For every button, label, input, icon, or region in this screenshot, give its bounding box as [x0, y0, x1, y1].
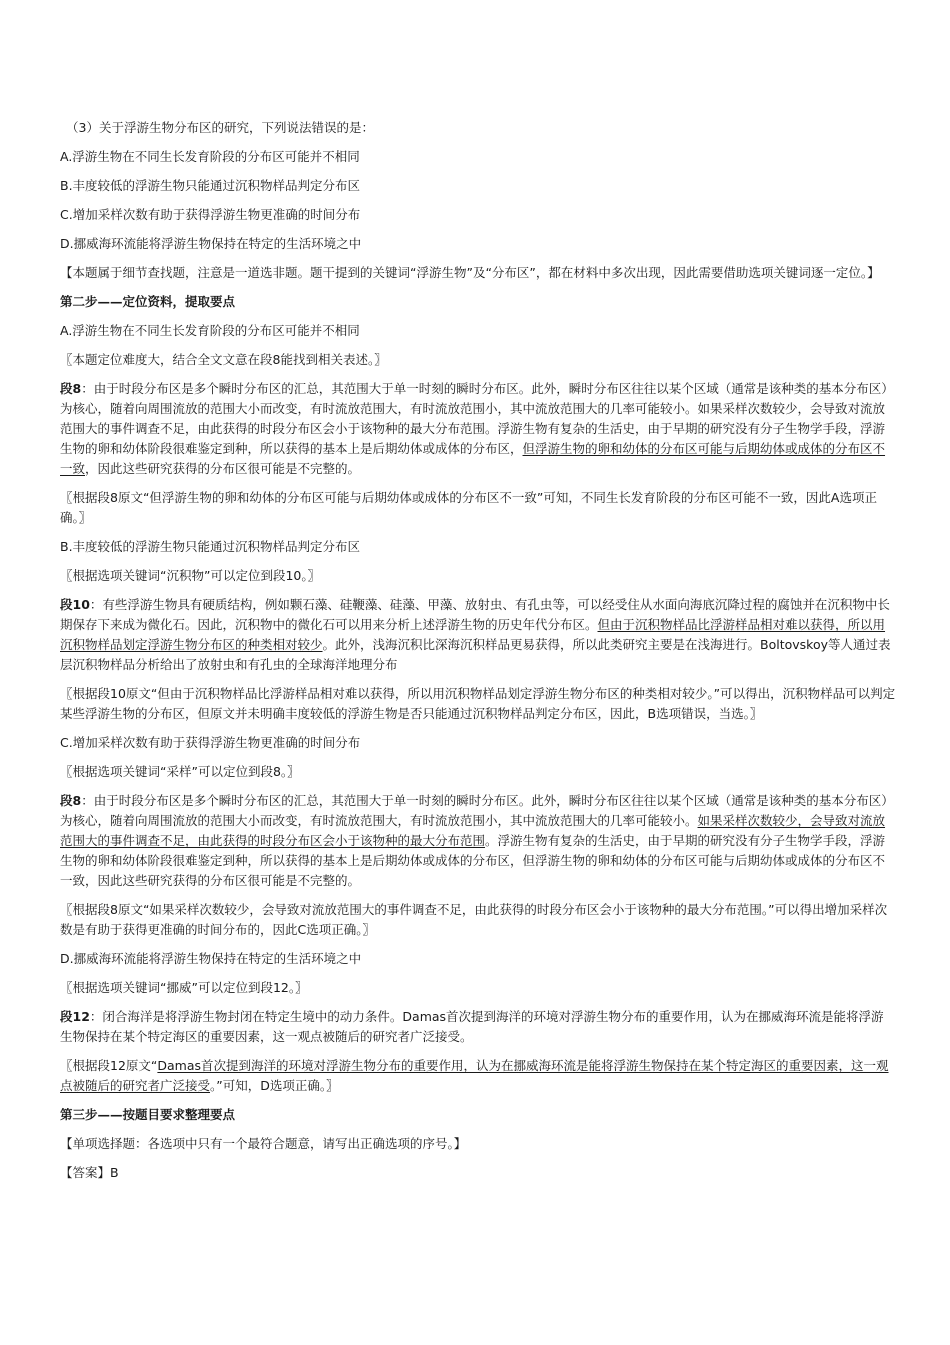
- c-locate-note: 〖根据选项关键词“采样”可以定位到段8。〗: [60, 764, 300, 779]
- c-para-underline: 如果采样次数较少，会导致对流放范围大的事件调查不足，由此获得的时段分布区会小于该物种的最大分布范围: [60, 813, 886, 848]
- a-analysis: 〖根据段8原文“但浮游生物的卵和幼体的分布区可能与后期幼体或成体的分布区不一致”可知，不同生长发育阶段的分布区可能不一致，因此A选项正确。〗: [60, 490, 877, 525]
- b-paragraph: [60, 595, 896, 675]
- d-paragraph: [60, 1007, 896, 1047]
- c-option: C.增加采样次数有助于获得浮游生物更准确的时间分布: [60, 735, 361, 750]
- c-para-label: 段8: [60, 793, 82, 808]
- d-analysis-head: 〖根据段12原文“: [60, 1058, 158, 1073]
- a-locate-note: 〖本题定位难度大，结合全文文意在段8能找到相关表述。〗: [60, 352, 387, 367]
- option-c: C.增加采样次数有助于获得浮游生物更准确的时间分布: [60, 207, 361, 222]
- d-analysis-underline: Damas首次提到海洋的环境对浮游生物分布的重要作用，认为在挪威海环流是能将浮游生物保持在某个特定海区的重要因素，这一观点被随后的研究者广泛接受: [60, 1058, 889, 1093]
- step3-heading: 第三步——按题目要求整理要点: [60, 1107, 236, 1122]
- b-para-head: ：有些浮游生物具有硬质结构，例如颗石藻、硅鞭藻、硅藻、甲藻、放射虫、有孔虫等，可以经受住从水面向海底沉降过程的腐蚀并在沉积物中长期保存下来成为微化石。因此，沉积物中的微化石可以用来分析上述浮游生物的历史年代分布区。: [60, 597, 890, 632]
- a-para-text: ：由于时段分布区是多个瞬时分布区的汇总，其范围大于单一时刻的瞬时分布区。此外，瞬时分布区往往以某个区域（通常是该种类的基本分布区）为核心，随着向周围流放的范围大小而改变，有时流放范围大，有时流放范围小，其中流放范围大的几率可能较小。如果采样次数较少，会导致对流放范围大的事件调查不足，由此获得的时段分布区会小于该物种的最大分布范围。浮游生物有复杂的生活史，由于早期的研究没有分子生物学手段，浮游生物的卵和幼体阶段很难鉴定到种，所以获得的基本上是后期幼体或成体的分布区，: [60, 381, 894, 456]
- b-para-underline: 但由于沉积物样品比浮游样品相对难以获得，所以用沉积物样品划定浮游生物分布区的种类相对较少: [60, 617, 886, 652]
- b-para-label: 段10: [60, 597, 90, 612]
- step2-heading: 第二步——定位资料，提取要点: [60, 294, 236, 309]
- option-b: B.丰度较低的浮游生物只能通过沉积物样品判定分布区: [60, 178, 361, 193]
- d-analysis-tail: 。”可知，D选项正确。〗: [210, 1078, 339, 1093]
- d-locate-note: 〖根据选项关键词“挪威”可以定位到段12。〗: [60, 980, 308, 995]
- instruction-note: 【单项选择题：各选项中只有一个最符合题意，请写出正确选项的序号。】: [60, 1136, 467, 1151]
- b-para-tail: 。此外，浅海沉积比深海沉积样品更易获得，所以此类研究主要是在浅海进行。Boltovskoy等人通过表层沉积物样品分析给出了放射虫和有孔虫的全球海洋地理分布: [60, 637, 891, 672]
- c-analysis: 〖根据段8原文“如果采样次数较少，会导致对流放范围大的事件调查不足，由此获得的时段分布区会小于该物种的最大分布范围。”可以得出增加采样次数是有助于获得更准确的时间分布的，因此C选项正确。〗: [60, 902, 888, 937]
- d-para-label: 段12: [60, 1009, 90, 1024]
- c-paragraph: [60, 791, 896, 891]
- a-option: A.浮游生物在不同生长发育阶段的分布区可能并不相同: [60, 323, 360, 338]
- b-locate-note: 〖根据选项关键词“沉积物”可以定位到段10。〗: [60, 568, 321, 583]
- a-para-label: 段8: [60, 381, 82, 396]
- document-page: [60, 118, 896, 1192]
- c-para-head: ：由于时段分布区是多个瞬时分布区的汇总，其范围大于单一时刻的瞬时分布区。此外，瞬时分布区往往以某个区域（通常是该种类的基本分布区）为核心，随着向周围流放的范围大小而改变，有时流放范围大，有时流放范围小，其中流放范围大的几率可能较小。: [60, 793, 894, 828]
- b-analysis: 〖根据段10原文“但由于沉积物样品比浮游样品相对难以获得，所以用沉积物样品划定浮游生物分布区的种类相对较少。”可以得出，沉积物样品可以判定某些浮游生物的分布区，但原文并未明确丰度较低的浮游生物是否只能通过沉积物样品判定分布区，因此，B选项错误，当选。〗: [60, 686, 896, 721]
- question-stem: （3）关于浮游生物分布区的研究，下列说法错误的是：: [66, 120, 374, 135]
- d-option: D.挪威海环流能将浮游生物保持在特定的生活环境之中: [60, 951, 362, 966]
- b-option: B.丰度较低的浮游生物只能通过沉积物样品判定分布区: [60, 539, 361, 554]
- a-paragraph: [60, 379, 896, 479]
- answer: 【答案】B: [60, 1165, 119, 1180]
- a-para-tail: ，因此这些研究获得的分布区很可能是不完整的。: [85, 461, 361, 476]
- d-para-text: ：闭合海洋是将浮游生物封闭在特定生境中的动力条件。Damas首次提到海洋的环境对浮游生物分布的重要作用，认为在挪威海环流是能将浮游生物保持在某个特定海区的重要因素，这一观点被随后的研究者广泛接受。: [60, 1009, 884, 1044]
- c-para-tail: 。浮游生物有复杂的生活史，由于早期的研究没有分子生物学手段，浮游生物的卵和幼体阶段很难鉴定到种，所以获得的基本上是后期幼体或成体的分布区，但浮游生物的卵和幼体的分布区可能与后期幼体或成体的分布区不一致，因此这些研究获得的分布区很可能是不完整的。: [60, 833, 886, 888]
- a-para-underline: 但浮游生物的卵和幼体的分布区可能与后期幼体或成体的分布区不一致: [60, 441, 886, 476]
- intro-note: 【本题属于细节查找题，注意是一道选非题。题干提到的关键词“浮游生物”及“分布区”，都在材料中多次出现，因此需要借助选项关键词逐一定位。】: [60, 265, 880, 280]
- d-analysis: [60, 1056, 896, 1096]
- option-d: D.挪威海环流能将浮游生物保持在特定的生活环境之中: [60, 236, 362, 251]
- option-a: A.浮游生物在不同生长发育阶段的分布区可能并不相同: [60, 149, 360, 164]
